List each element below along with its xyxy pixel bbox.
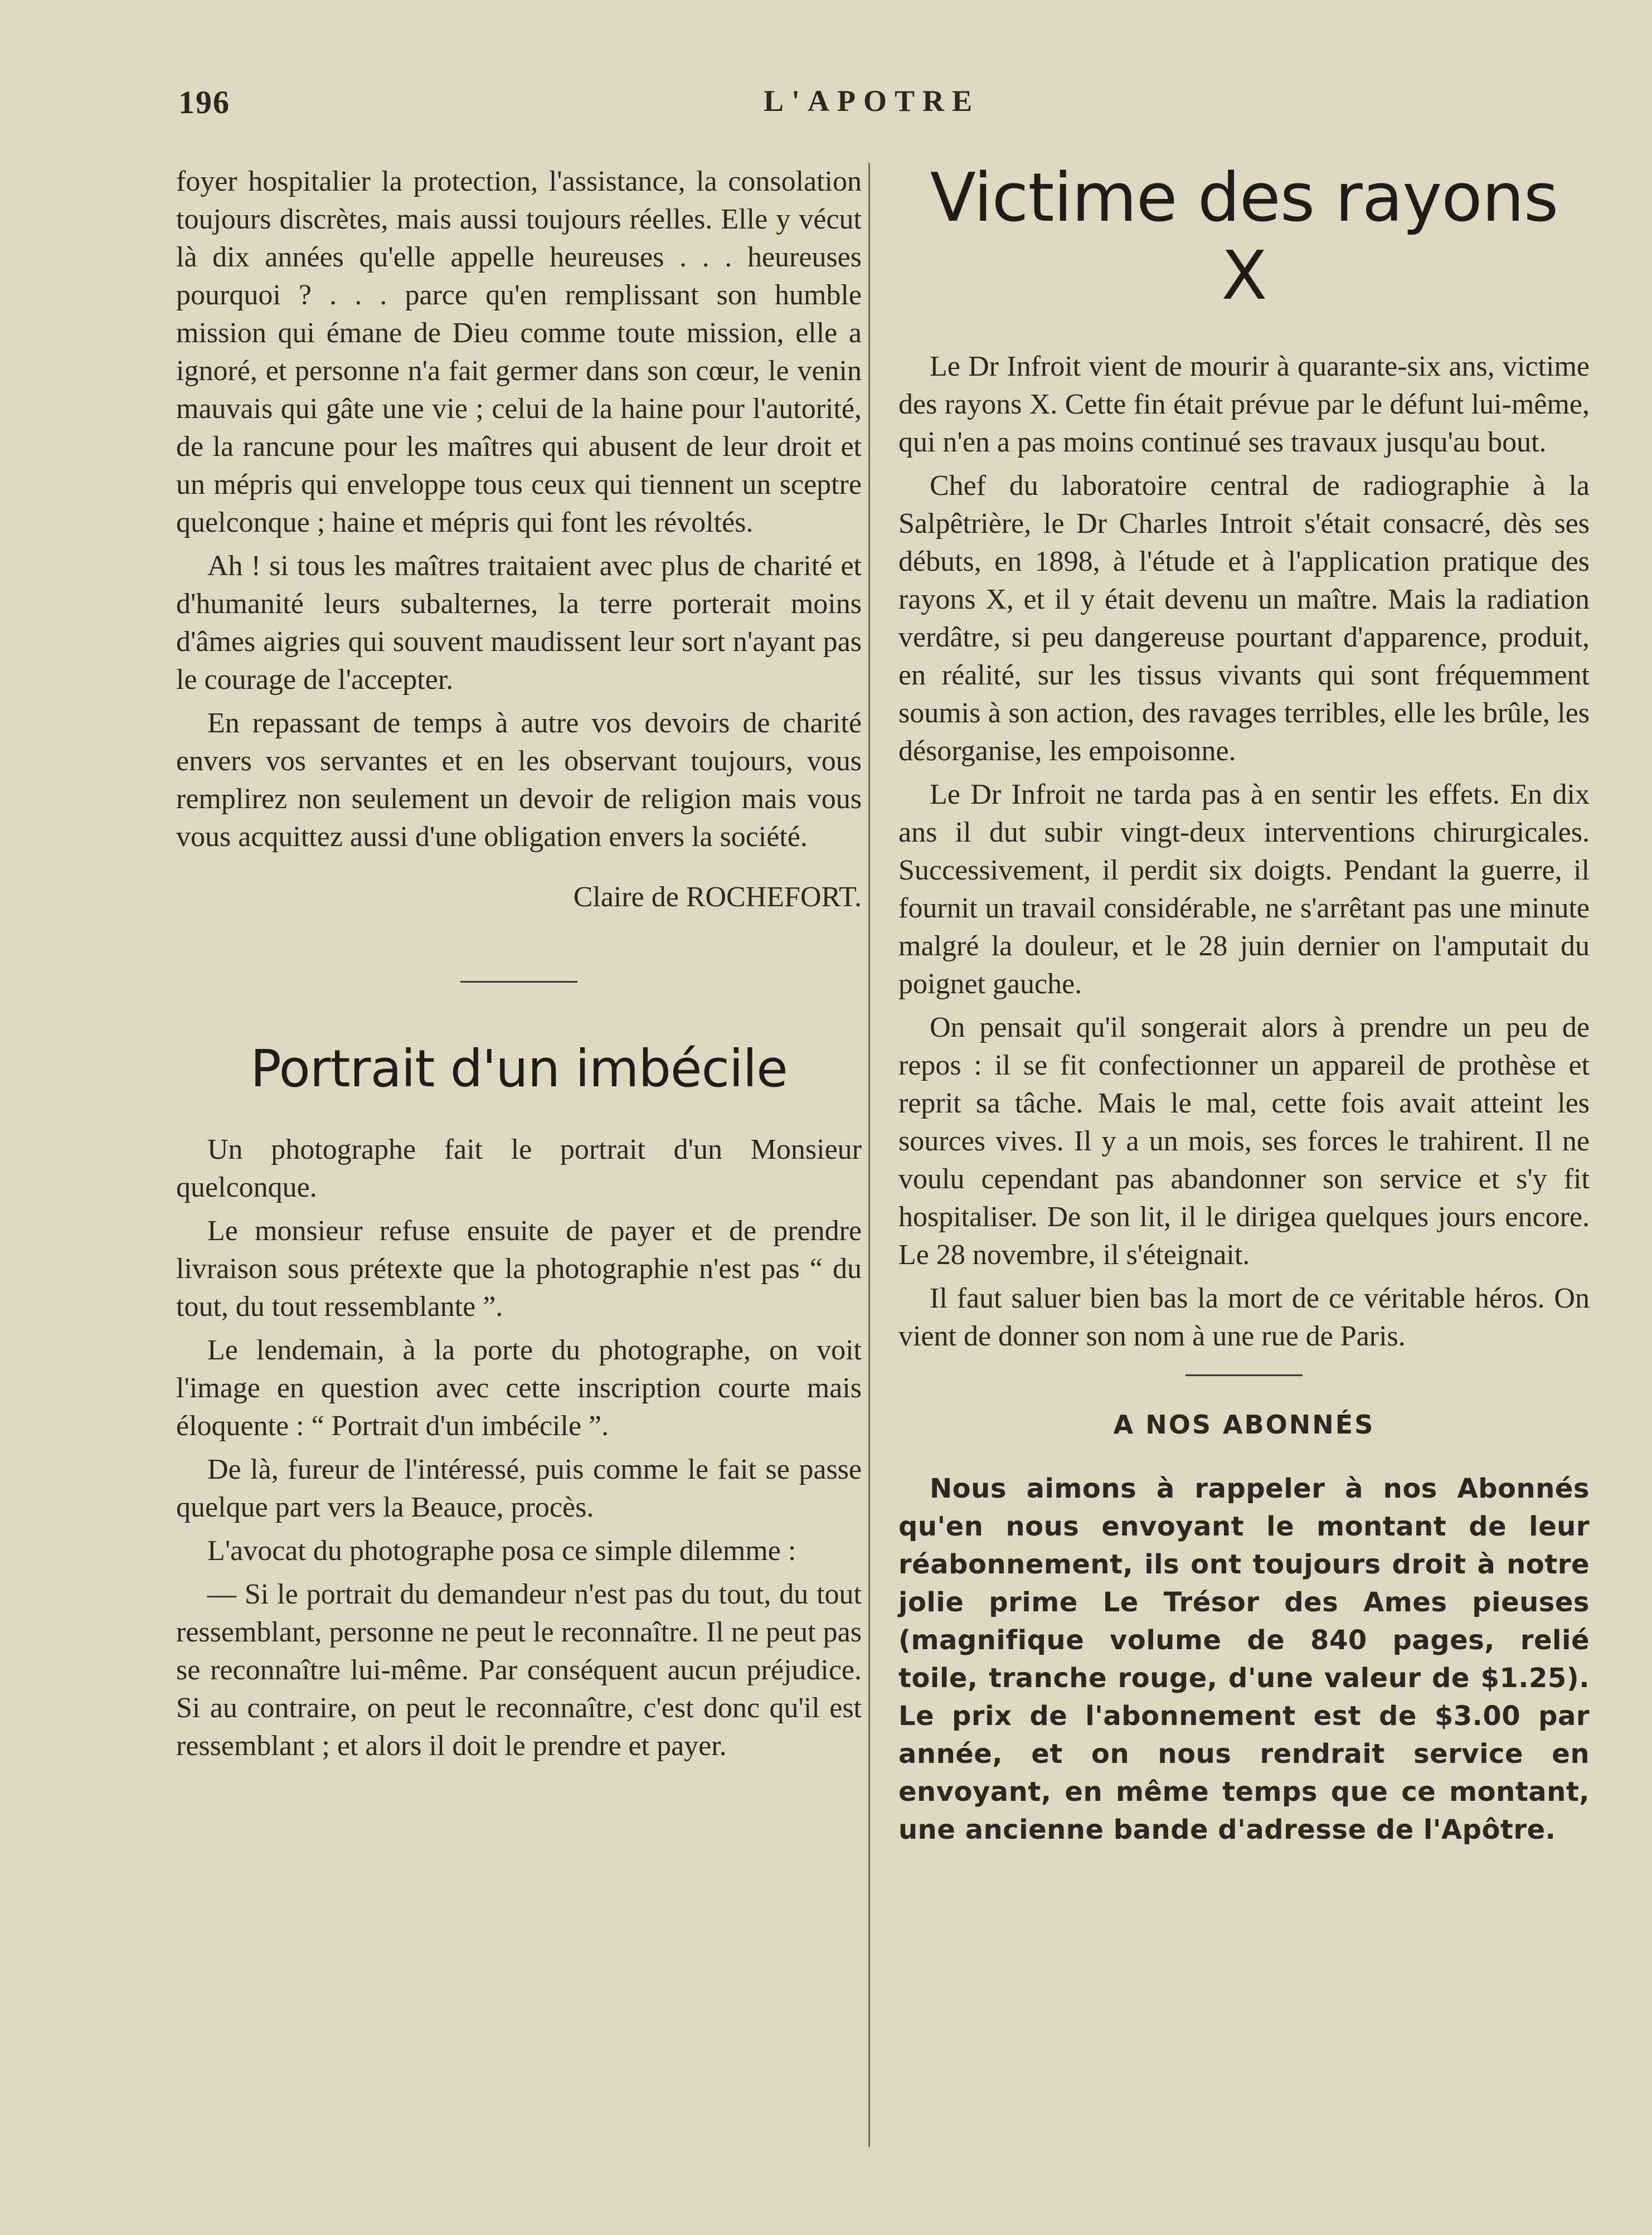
continued-paragraph: foyer hospitalier la protection, l'assistance, la consolation toujours discrètes, mais aussi toujours réelles. Elle y vécut là dix années qu'elle appelle heureuses . . . heureuses pourquoi ? . . . parce qu'en remplissant son humble mission qui émane de Dieu comme toute mission, elle a ignoré, et personne n'a fait germer dans son cœur, le venin mauvais qui gâte une vie ; celui de la haine pour l'autorité, de la rancune pour les maîtres qui abusent de leur droit et un mépris qui enveloppe tous ceux qui tiennent un sceptre quelconque ; haine et mépris qui font les révoltés. <box>176 166 862 538</box>
left-column <box>176 163 862 1765</box>
author-signature: Claire de ROCHEFORT. <box>573 881 862 913</box>
article-title-victime: Victime des rayons X <box>930 159 1558 315</box>
paragraph: L'avocat du photographe posa ce simple dilemme : <box>207 1535 796 1567</box>
page-number: 196 <box>178 84 230 120</box>
paragraph: Un photographe fait le portrait d'un Monsieur quelconque. <box>176 1134 862 1203</box>
paragraph: Ah ! si tous les maîtres traitaient avec plus de charité et d'humanité leurs subalternes, la terre porterait moins d'âmes aigries qui souvent maudissent leur sort n'ayant pas le courage de l'accepter. <box>176 550 862 696</box>
paragraph: Il faut saluer bien bas la mort de ce véritable héros. On vient de donner son nom à une rue de Paris. <box>898 1282 1590 1352</box>
section-divider <box>1185 1374 1303 1376</box>
paragraph: De là, fureur de l'intéressé, puis comme le fait se passe quelque part vers la Beauce, procès. <box>176 1454 862 1523</box>
paragraph: Le monsieur refuse ensuite de payer et de prendre livraison sous prétexte que la photographie n'est pas “ du tout, du tout ressemblante ”. <box>176 1215 862 1323</box>
paragraph: — Si le portrait du demandeur n'est pas du tout, du tout ressemblant, personne ne peut le reconnaître. Il ne peut pas se reconnaître lui-même. Par conséquent aucun préjudice. Si au contraire, on peut le reconnaître, c'est donc qu'il est ressemblant ; et alors il doit le prendre et payer. <box>176 1578 862 1762</box>
notice-heading: A NOS ABONNÉS <box>1113 1410 1375 1440</box>
paragraph: Chef du laboratoire central de radiographie à la Salpêtrière, le Dr Charles Introit s'était consacré, dès ses débuts, en 1898, à l'étude et à l'application pratique des rayons X, et il y était devenu un maître. Mais la radiation verdâtre, si peu dangereuse pourtant d'apparence, produit, en réalité, sur les tissus vivants qui sont fréquemment soumis à son action, des ravages terribles, elle les brûle, les désorganise, les empoisonne. <box>898 470 1590 767</box>
article-title-portrait: Portrait d'un imbécile <box>250 1039 788 1099</box>
journal-title: L'APOTRE <box>764 84 980 118</box>
column-divider <box>868 163 870 2147</box>
page-header <box>0 84 1652 128</box>
paragraph: Le Dr Infroit vient de mourir à quarante-six ans, victime des rayons X. Cette fin était prévue par le défunt lui-même, qui n'en a pas moins continué ses travaux jusqu'au bout. <box>898 351 1590 458</box>
subscriber-notice: Nous aimons à rappeler à nos Abonnés qu'en nous envoyant le montant de leur réabonnement, ils ont toujours droit à notre jolie prime Le Trésor des Ames pieuses (magnifique volume de 840 pages, relié toile, tranche rouge, d'une valeur de $1.25). Le prix de l'abonnement est de $3.00 par année, et on nous rendrait service en envoyant, en même temps que ce montant, une ancienne bande d'adresse de l'Apôtre. <box>898 1473 1590 1845</box>
paragraph: Le lendemain, à la porte du photographe, on voit l'image en question avec cette inscription courte mais éloquente : “ Portrait d'un imbécile ”. <box>176 1334 862 1442</box>
right-column <box>898 157 1590 1849</box>
paragraph: Le Dr Infroit ne tarda pas à en sentir les effets. En dix ans il dut subir vingt-deux interventions chirurgicales. Successivement, il perdit six doigts. Pendant la guerre, il fournit un travail considérable, ne s'arrêtant pas une minute malgré la douleur, et le 28 juin dernier on l'amputait du poignet gauche. <box>898 779 1590 1000</box>
paragraph: En repassant de temps à autre vos devoirs de charité envers vos servantes et en les observant toujours, vous remplirez non seulement un devoir de religion mais vous vous acquittez aussi d'une obligation envers la société. <box>176 707 862 853</box>
paragraph: On pensait qu'il songerait alors à prendre un peu de repos : il se fit confectionner un appareil de prothèse et reprit sa tâche. Mais le mal, cette fois avait atteint les sources vives. Il y a un mois, ses forces le trahirent. Il ne voulu cependant pas abandonner son service et s'y fit hospitaliser. De son lit, il le dirigea quelques jours encore. Le 28 novembre, il s'éteignait. <box>898 1012 1590 1271</box>
section-divider <box>460 981 577 983</box>
